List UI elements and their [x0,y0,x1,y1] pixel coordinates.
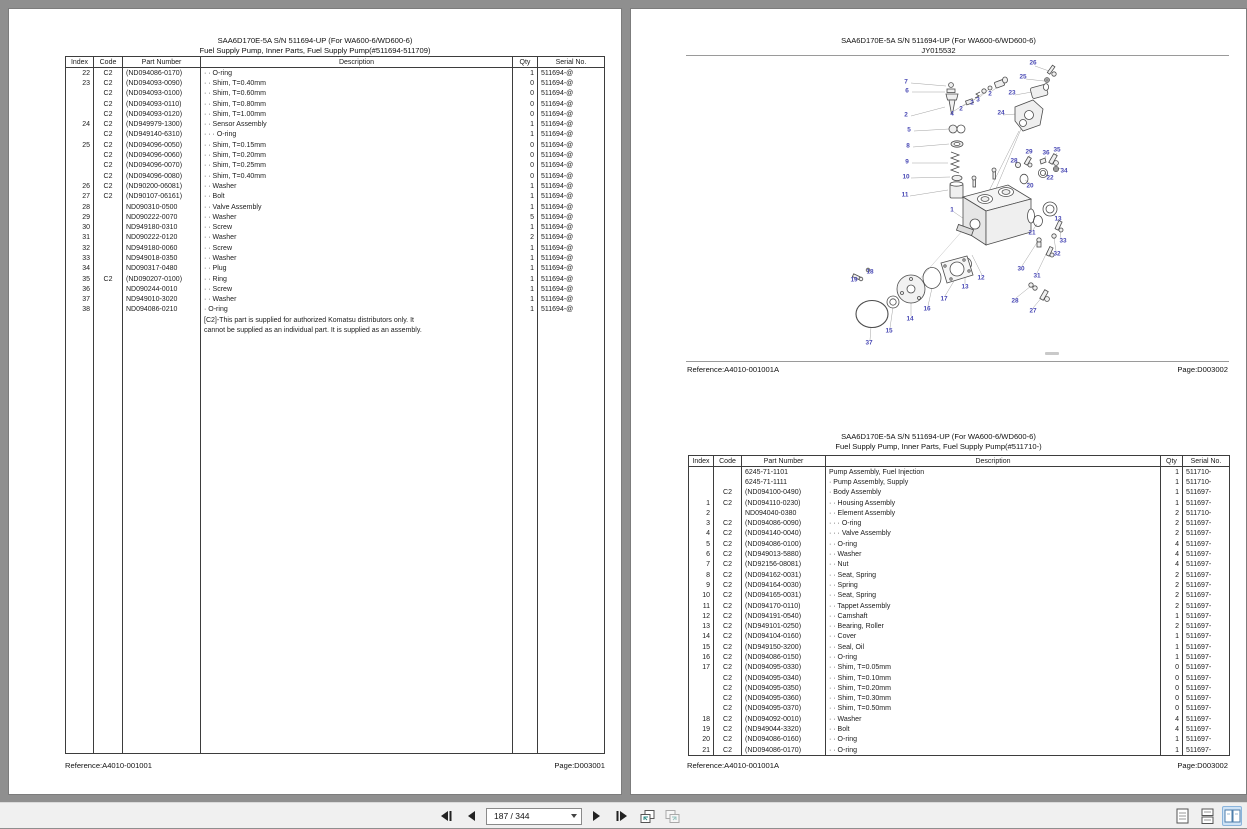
table-header-row [689,456,1230,467]
next-page-icon [591,810,603,822]
col-part-number: Part Number [742,456,826,467]
document-page-left [8,8,622,795]
table-row: cannot be supplied as an individual part. It is supplied as an assembly. [66,325,605,335]
diagram-callout: 2 [959,105,963,113]
table-row: 37 ND949010-3020 · · Washer 1 511694-@ [66,295,605,305]
table-row: 27 C2 (ND90107-06161) · · Bolt 1 511694-@ [66,192,605,202]
table-row: 13 C2 (ND949101-0250) · · Bearing, Roller 2 511697- [689,621,1230,631]
diagram-callout: 37 [865,339,873,347]
diagram-section-titles [631,36,1246,56]
table-row: 25 C2 (ND094096-0050) · · Shim, T=0.15mm 0 511694-@ [66,140,605,150]
divider-line [686,361,1229,362]
exploded-parts-diagram [845,59,1095,359]
table-row: 14 C2 (ND094104-0160) · · Cover 1 511697- [689,632,1230,642]
table-row: 38 ND094086-0210 · O-ring 1 511694-@ [66,305,605,315]
table-filler-row [66,336,605,754]
col-index: Index [689,456,714,467]
left-page-title-line1: SAA6D170E-5A S/N 511694-UP (For WA600-6/WD600-6) [217,36,413,45]
table-section-title-line1: SAA6D170E-5A S/N 511694-UP (For WA600-6/WD600-6) [841,432,1036,441]
diagram-section-page-label: Page:D003002 [1177,365,1228,374]
diagram-callout: 27 [1029,307,1037,315]
table-row: C2 (ND094095-0350) · · Shim, T=0.20mm 0 511697- [689,683,1230,693]
diagram-callout: 31 [1033,272,1041,280]
diagram-callout: 8 [906,142,910,150]
last-page-icon [615,810,629,822]
left-page-number-label: Page:D003001 [554,761,605,770]
table-row: 8 C2 (ND094162-0031) · · Seat, Spring 2 511697- [689,570,1230,580]
table-row: 36 ND090244-0010 · · Screw 1 511694-@ [66,284,605,294]
table-row: 32 ND949180-0060 · · Screw 1 511694-@ [66,243,605,253]
table-row: 20 C2 (ND094086-0160) · · O-ring 1 511697- [689,735,1230,745]
table-row: 26 C2 (ND90200-06081) · · Washer 1 511694-@ [66,181,605,191]
table-row: 31 ND090222-0120 · · Washer 2 511694-@ [66,233,605,243]
col-description: Description [826,456,1161,467]
left-page-titles [9,36,621,56]
table-row: C2 (ND094100-0490) · Body Assembly 1 511697- [689,488,1230,498]
two-page-view-icon [1224,808,1241,824]
document-page-right [630,8,1247,795]
table-row: 15 C2 (ND949150-3200) · · Seal, Oil 1 511697- [689,642,1230,652]
table-header-row [66,57,605,68]
table-row: 10 C2 (ND094165-0031) · · Seat, Spring 2 511697- [689,591,1230,601]
diagram-callout: 25 [1019,73,1027,81]
previous-page-button[interactable] [461,806,481,826]
diagram-callout: 30 [1017,265,1025,273]
previous-view-button[interactable] [637,806,657,826]
table-section-titles [631,432,1246,452]
table-row: 29 ND090222-0070 · · Washer 5 511694-@ [66,212,605,222]
table-row: C2 (ND949140-6310) · · · O-ring 1 511694-@ [66,130,605,140]
table-row: 34 ND090317-0480 · · Plug 1 511694-@ [66,264,605,274]
two-page-view-button[interactable] [1222,806,1242,826]
diagram-callout: 16 [923,305,931,313]
first-page-button[interactable] [436,806,456,826]
diagram-callout: 29 [1025,148,1033,156]
col-qty: Qty [513,57,538,68]
table-row: 16 C2 (ND094086-0150) · · O-ring 1 511697- [689,652,1230,662]
single-page-view-button[interactable] [1172,806,1192,826]
chevron-down-icon [571,814,577,818]
table-row: 1 C2 (ND094110-0230) · · Housing Assembly 1 511697- [689,498,1230,508]
diagram-callout: 2 [904,111,908,119]
first-page-icon [439,810,453,822]
col-serial-no: Serial No. [1183,456,1230,467]
col-qty: Qty [1161,456,1183,467]
table-row: 22 C2 (ND094086-0170) · · O-ring 1 511694-@ [66,68,605,79]
diagram-callout: 21 [1028,229,1036,237]
diagram-callout: 33 [1059,237,1067,245]
table-row: C2 (ND094093-0120) · · Shim, T=1.00mm 0 511694-@ [66,109,605,119]
diagram-callout: 15 [885,327,893,335]
diagram-callout: 9 [905,158,909,166]
table-row: 17 C2 (ND094095-0330) · · Shim, T=0.05mm 0 511697- [689,663,1230,673]
diagram-callout: 34 [1060,167,1068,175]
diagram-callout: 2 [988,90,992,98]
table-row: 2 ND094040-0380 · · Element Assembly 2 511710- [689,508,1230,518]
table-row: 35 C2 (ND090207-0100) · · Ring 1 511694-@ [66,274,605,284]
left-parts-table [65,56,605,754]
table-row: C2 (ND094093-0110) · · Shim, T=0.80mm 0 511694-@ [66,99,605,109]
table-row: 9 C2 (ND094164-0030) · · Spring 2 511697- [689,580,1230,590]
diagram-callout: 11 [901,191,909,199]
table-row: C2 (ND094095-0370) · · Shim, T=0.50mm 0 511697- [689,704,1230,714]
col-code: Code [714,456,742,467]
table-row: 21 C2 (ND094086-0170) · · O-ring 1 511697- [689,745,1230,755]
left-page-reference: Reference:A4010-001001 [65,761,152,770]
diagram-callout: 24 [997,109,1005,117]
diagram-callout: 19 [850,276,858,284]
previous-view-icon [639,809,656,824]
diagram-callout: 26 [1029,59,1037,67]
diagram-callout: 1 [950,206,954,214]
left-page-title-line2: Fuel Supply Pump, Inner Parts, Fuel Supply Pump(#511694-511709) [199,46,431,55]
diagram-callout: 13 [961,283,969,291]
scrolling-view-icon [1201,808,1214,824]
table-row: 6245-71-1111 · Pump Assembly, Supply 1 511710- [689,477,1230,487]
table-row: 6245-71-1101 Pump Assembly, Fuel Injection 1 511710- [689,467,1230,478]
diagram-callout: 12 [977,274,985,282]
table-section-page-label: Page:D003002 [1177,761,1228,770]
diagram-callout: 36 [1042,149,1050,157]
table-row: C2 (ND094096-0080) · · Shim, T=0.40mm 0 511694-@ [66,171,605,181]
col-description: Description [201,57,513,68]
table-row: 18 C2 (ND094092-0010) · · Washer 4 511697- [689,714,1230,724]
table-row: 23 C2 (ND094093-0090) · · Shim, T=0.40mm 0 511694-@ [66,78,605,88]
diagram-callout: 23 [1008,89,1016,97]
table-row: 5 C2 (ND094086-0100) · · O-ring 4 511697- [689,539,1230,549]
diagram-callout: 28 [1011,297,1019,305]
previous-page-icon [465,810,477,822]
table-row: C2 (ND094095-0360) · · Shim, T=0.30mm 0 511697- [689,694,1230,704]
single-page-icon [1176,808,1189,824]
table-row: 6 C2 (ND949013-5880) · · Washer 4 511697- [689,549,1230,559]
table-row: C2 (ND094096-0070) · · Shim, T=0.25mm 0 511694-@ [66,161,605,171]
table-row: 30 ND949180-0310 · · Screw 1 511694-@ [66,222,605,232]
diagram-callout: 2 [970,99,974,107]
diagram-callout: 14 [906,315,914,323]
diagram-callout: 32 [1053,250,1061,258]
page-display-modes [1172,803,1242,829]
table-row: 3 C2 (ND094086-0090) · · · O-ring 2 511697- [689,518,1230,528]
table-row: 24 C2 (ND949979-1300) · · Sensor Assembly 1 511694-@ [66,119,605,129]
page-number-value: 187 / 344 [494,811,530,821]
viewer-toolbar [0,802,1247,828]
table-row: [C2]-This part is supplied for authorized Komatsu distributors only. It [66,315,605,325]
diagram-watermark [1045,352,1059,355]
divider-line [686,55,1229,56]
table-row: 7 C2 (ND92156-08081) · · Nut 4 511697- [689,560,1230,570]
table-row: 19 C2 (ND949044-3320) · · Bolt 4 511697- [689,724,1230,734]
diagram-callout: 13 [1054,215,1062,223]
table-row: 33 ND949018-0350 · · Washer 1 511694-@ [66,253,605,263]
col-index: Index [66,57,94,68]
diagram-callout: 28 [1010,157,1018,165]
scrolling-view-button[interactable] [1197,806,1217,826]
diagram-callout: 35 [1053,146,1061,154]
diagram-section-reference: Reference:A4010-001001A [687,365,780,374]
diagram-title-line1: SAA6D170E-5A S/N 511694-UP (For WA600-6/WD600-6) [841,36,1036,45]
col-serial-no: Serial No. [538,57,605,68]
diagram-callout: 10 [902,173,910,181]
diagram-callout: 7 [904,78,908,86]
last-page-button[interactable] [612,806,632,826]
diagram-title-line2: JY015532 [921,46,956,55]
table-row: 4 C2 (ND094140-0040) · · · Valve Assembly 2 511697- [689,529,1230,539]
next-view-button[interactable] [662,806,682,826]
diagram-callout: 4 [950,110,954,118]
table-row: 28 ND090310-0500 · · Valve Assembly 1 511694-@ [66,202,605,212]
diagram-callout: 17 [940,295,948,303]
diagram-callout: 3 [976,96,980,104]
table-filler-row [689,755,1230,756]
table-row: 11 C2 (ND094170-0110) · · Tappet Assembly 2 511697- [689,601,1230,611]
page-navigation [436,803,682,829]
diagram-callout: 6 [905,87,909,95]
diagram-callout: 18 [866,268,874,276]
table-row: C2 (ND094096-0060) · · Shim, T=0.20mm 0 511694-@ [66,150,605,160]
diagram-callout: 20 [1026,182,1034,190]
right-parts-table [688,455,1229,756]
table-section-title-line2: Fuel Supply Pump, Inner Parts, Fuel Supply Pump(#511710-) [835,442,1042,451]
col-code: Code [94,57,123,68]
table-row: C2 (ND094095-0340) · · Shim, T=0.10mm 0 511697- [689,673,1230,683]
table-row: 12 C2 (ND094191-0540) · · Camshaft 1 511697- [689,611,1230,621]
diagram-callout: 22 [1046,174,1054,182]
next-view-icon [664,809,681,824]
table-section-reference: Reference:A4010-001001A [687,761,780,770]
next-page-button[interactable] [587,806,607,826]
col-part-number: Part Number [123,57,201,68]
page-number-select[interactable] [486,808,582,825]
diagram-callout: 5 [907,126,911,134]
table-row: C2 (ND094093-0100) · · Shim, T=0.60mm 0 511694-@ [66,89,605,99]
